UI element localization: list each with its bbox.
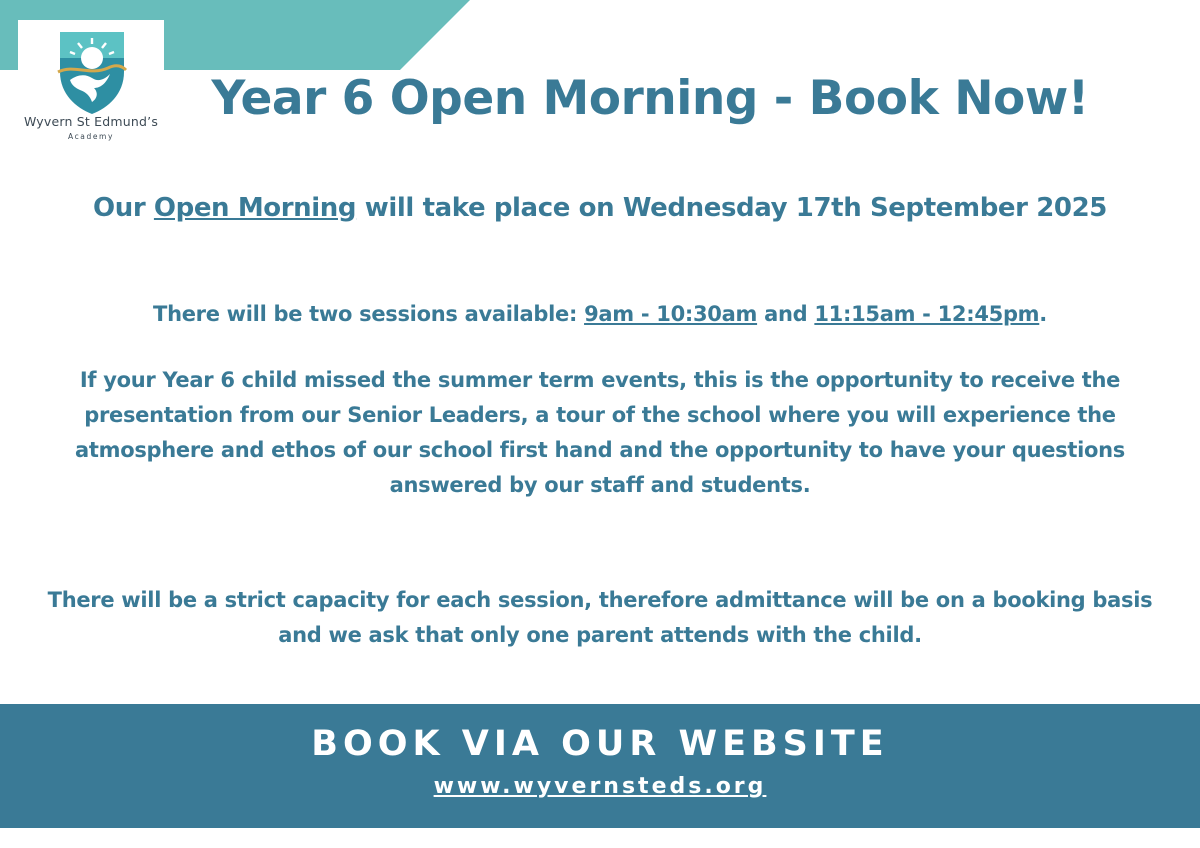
footer-banner bbox=[0, 704, 1200, 828]
page-title: Year 6 Open Morning - Book Now! bbox=[211, 71, 1089, 126]
crest-icon bbox=[56, 28, 128, 116]
sessions-middle: and bbox=[757, 302, 815, 326]
sessions-suffix: . bbox=[1039, 302, 1047, 326]
book-cta: BOOK VIA OUR WEBSITE bbox=[311, 724, 889, 764]
intro-suffix: will take place on Wednesday 17th September 2025 bbox=[356, 193, 1107, 223]
school-logo bbox=[18, 20, 164, 152]
school-subtitle: Academy bbox=[67, 132, 115, 141]
capacity-text: There will be a strict capacity for each session, therefore admittance will be on a booking basis and we ask that only one parent attends with the child. bbox=[47, 588, 1153, 647]
school-name: Wyvern St Edmund’s bbox=[23, 114, 159, 129]
intro-prefix: Our bbox=[93, 193, 154, 223]
sessions-text bbox=[40, 297, 1160, 332]
description-text: If your Year 6 child missed the summer term events, this is the opportunity to receive the presentation from our Senior Leaders, a tour of the school where you will experience the atmosphere and ethos of our school first hand and the opportunity to have your questions answered by our staff and students. bbox=[75, 368, 1125, 497]
open-morning-date bbox=[40, 193, 1160, 223]
session-2: 11:15am - 12:45pm bbox=[814, 302, 1040, 326]
sessions-prefix: There will be two sessions available: bbox=[153, 302, 585, 326]
session-1: 9am - 10:30am bbox=[584, 302, 758, 326]
open-morning-link[interactable]: Open Morning bbox=[153, 193, 357, 223]
website-link[interactable]: www.wyvernsteds.org bbox=[433, 774, 767, 799]
